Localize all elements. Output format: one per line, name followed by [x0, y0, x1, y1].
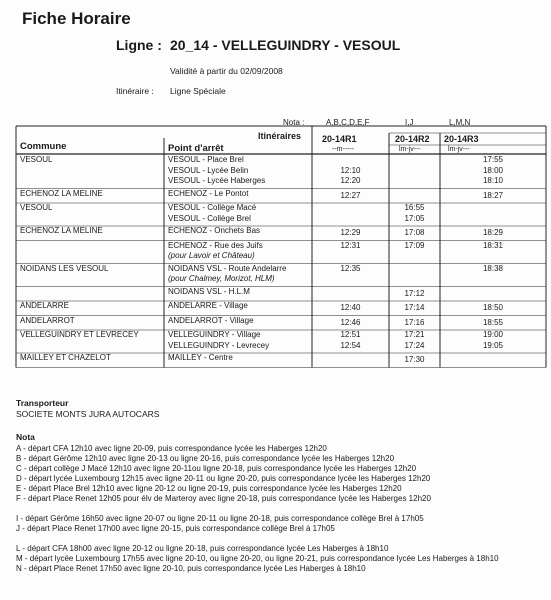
- transporteur-value: SOCIETE MONTS JURA AUTOCARS: [16, 409, 160, 419]
- stop-name: ANDELARROT - Village: [168, 315, 254, 325]
- nota-item: B - départ Gérôme 12h10 avec ligne 20-13 ou ligne 20-16, puis correspondance lycée les Haberges 12h20: [16, 454, 395, 463]
- time-cell: 17:08: [404, 228, 425, 237]
- column-code-3: 20-14R3: [444, 134, 479, 144]
- itineraires-label: Itinéraires: [258, 131, 302, 141]
- commune-name: ANDELARRE: [20, 301, 69, 310]
- time-cell: 12:40: [340, 303, 361, 312]
- time-cell: 18:31: [482, 240, 504, 250]
- time-cell: 12:31: [340, 240, 361, 250]
- commune-name: ECHENOZ LA MELINE: [20, 188, 103, 198]
- stop-name: VESOUL - Lycée Belin: [168, 165, 249, 175]
- stop-name: NOIDANS VSL - Route Andelarre: [168, 263, 287, 273]
- stop-name: ECHENOZ - Rue des Juifs: [168, 240, 263, 250]
- time-cell: 17:21: [404, 330, 425, 339]
- nota-item: M - départ lycée Luxembourg 17h55 avec ligne 20-10, ou ligne 20-20, ou ligne 20-21, puis correspondance lycée Les Haberges à 18h10: [16, 554, 499, 563]
- time-cell: 12:54: [340, 340, 361, 350]
- time-cell: 17:16: [404, 317, 425, 327]
- time-cell: 16:55: [404, 203, 425, 212]
- nota-header-label: Nota :: [283, 118, 305, 127]
- commune-name: MAILLEY ET CHAZELOT: [20, 353, 111, 362]
- stop-name: NOIDANS VSL - H.L.M: [168, 286, 250, 296]
- time-cell: 17:24: [404, 340, 425, 350]
- time-cell: 17:14: [404, 303, 425, 312]
- column-code-2: 20-14R2: [395, 134, 430, 144]
- stop-name: ECHENOZ - Le Pontot: [168, 188, 249, 198]
- commune-name: NOIDANS LES VESOUL: [20, 263, 109, 273]
- time-cell: 12:20: [340, 176, 361, 185]
- nota-item: I - départ Gérôme 16h50 avec ligne 20-07 ou ligne 20-11 ou ligne 20-18, puis correspondance collège Brel à 17h05: [16, 514, 424, 523]
- stop-name: VESOUL - Collège Macé: [168, 203, 257, 212]
- column-code-1: 20-14R1: [322, 134, 357, 144]
- time-cell: 18:27: [482, 190, 504, 200]
- commune-header: Commune: [20, 141, 67, 152]
- time-cell: 18:38: [482, 263, 504, 273]
- stop-name: VESOUL - Lycée Haberges: [168, 176, 266, 185]
- time-cell: 19:00: [482, 330, 504, 339]
- commune-name: VESOUL: [20, 203, 53, 212]
- stop-name: ANDELARRE - Village: [168, 301, 248, 310]
- transporteur-label: Transporteur: [16, 398, 69, 408]
- time-cell: 12:29: [340, 228, 361, 237]
- page-title: Fiche Horaire: [22, 9, 131, 28]
- stop-name: VESOUL - Collège Brel: [168, 213, 251, 223]
- time-cell: 17:12: [404, 288, 425, 298]
- stop-name: MAILLEY - Centre: [168, 353, 233, 362]
- time-cell: 12:46: [340, 317, 361, 327]
- nota-item: E - départ Place Brel 12h10 avec ligne 20-12 ou ligne 20-19, puis correspondance lycée les Haberges 12h20: [16, 484, 402, 493]
- column-days-3: lm-jv---: [448, 146, 470, 153]
- column-days-2: lm-jv---: [399, 146, 421, 153]
- stop-name: ECHENOZ - Onchets Bas: [168, 226, 261, 235]
- nota-item: A - départ CFA 12h10 avec ligne 20-09, puis correspondance lycée les Haberges 12h20: [16, 444, 327, 453]
- column-nota-3: L,M,N: [449, 118, 471, 127]
- column-days-1: --m-----: [332, 146, 355, 153]
- stop-name: (pour Lavoir et Château): [168, 251, 255, 260]
- time-cell: 17:30: [404, 355, 425, 364]
- nota-item: C - départ collège J Macé 12h10 avec ligne 20-11ou ligne 20-18, puis correspondance lycée les Haberges 12h20: [16, 464, 417, 473]
- stop-name: VELLEGUINDRY - Village: [168, 330, 261, 339]
- nota-item: D - départ lycée Luxembourg 12h15 avec ligne 20-11 ou ligne 20-20, puis correspondance lycée les Haberges 12h20: [16, 474, 431, 483]
- stop-name: (pour Chalmey, Morizot, HLM): [168, 274, 275, 283]
- time-cell: 17:09: [404, 240, 425, 250]
- ligne-value: 20_14 - VELLEGUINDRY - VESOUL: [170, 37, 401, 53]
- commune-name: VELLEGUINDRY ET LEVRECEY: [20, 330, 139, 339]
- column-nota-1: A,B,C,D,E,F: [326, 118, 370, 127]
- time-cell: 18:00: [482, 165, 504, 175]
- commune-name: VESOUL: [20, 155, 53, 164]
- time-cell: 18:10: [482, 176, 504, 185]
- commune-name: ECHENOZ LA MELINE: [20, 226, 103, 235]
- nota-title: Nota: [16, 432, 35, 442]
- nota-item: F - départ Place Renet 12h05 pour élv de Marteroy avec ligne 20-18, puis correspondance lycée les Haberges 12h20: [16, 494, 431, 503]
- time-cell: 12:27: [340, 190, 361, 200]
- time-cell: 18:29: [482, 228, 504, 237]
- time-cell: 12:51: [340, 330, 361, 339]
- time-cell: 18:55: [482, 317, 504, 327]
- column-nota-2: I,J: [405, 118, 414, 127]
- time-cell: 17:55: [482, 155, 504, 164]
- nota-item: J - départ Place Renet 17h00 avec ligne 20-15, puis correspondance collège Brel à 17h05: [16, 524, 335, 533]
- time-cell: 18:50: [482, 303, 504, 312]
- stop-name: VELLEGUINDRY - Levrecey: [168, 340, 270, 350]
- commune-name: ANDELARROT: [20, 315, 75, 325]
- nota-item: N - départ Place Renet 17h50 avec ligne 20-10, puis correspondance lycée Les Haberges à 18h10: [16, 564, 366, 573]
- time-cell: 19:05: [482, 340, 504, 350]
- nota-item: L - départ CFA 18h00 avec ligne 20-12 ou ligne 20-18, puis correspondance lycée Les Haberges à 18h10: [16, 544, 389, 553]
- time-cell: 12:10: [340, 165, 361, 175]
- itineraire-label: Itinéraire :: [116, 86, 154, 96]
- itineraire-value: Ligne Spéciale: [170, 86, 226, 96]
- ligne-label: Ligne :: [116, 37, 162, 53]
- stop-name: VESOUL - Place Brel: [168, 155, 244, 164]
- time-cell: 12:35: [340, 263, 361, 273]
- time-cell: 17:05: [404, 213, 425, 223]
- validite-text: Validité à partir du 02/09/2008: [170, 66, 283, 76]
- point-arret-header: Point d'arrêt: [168, 143, 224, 154]
